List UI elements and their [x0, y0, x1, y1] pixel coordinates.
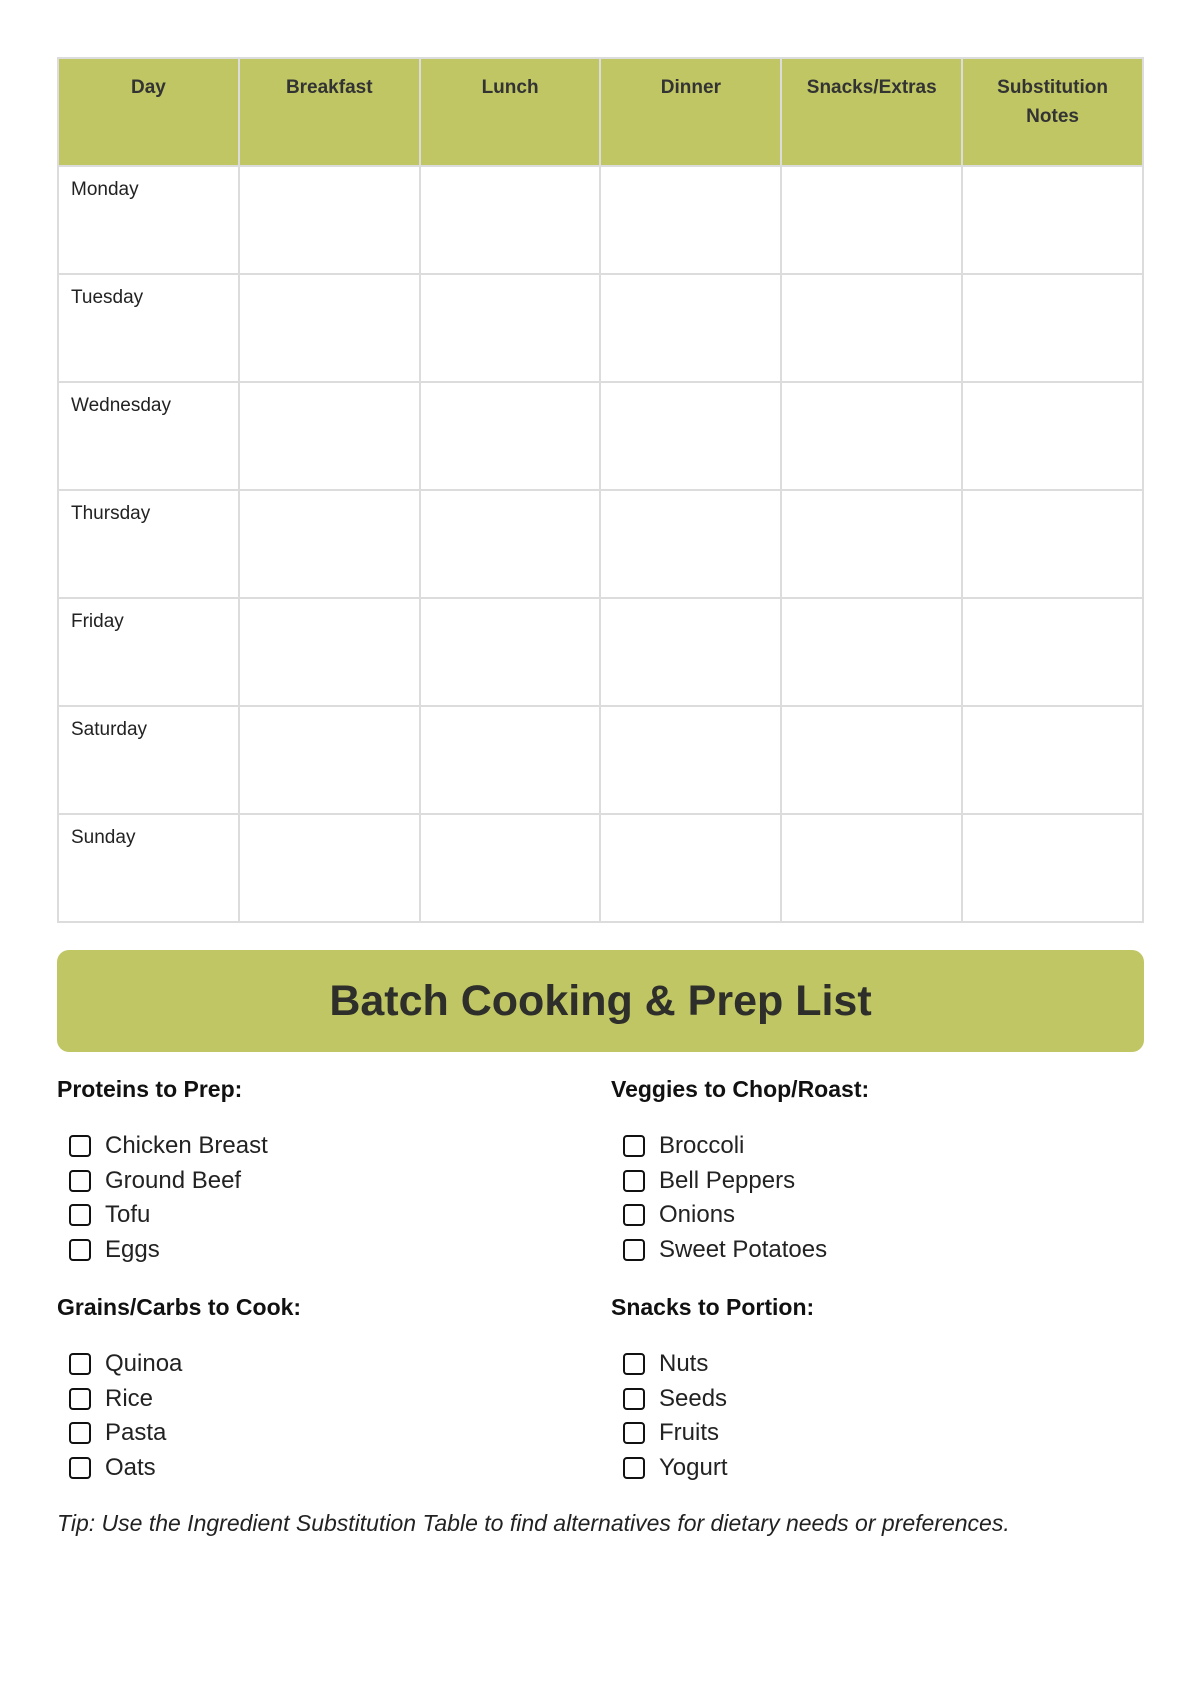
item-label: Fruits — [659, 1419, 719, 1447]
checklist-item[interactable] — [611, 1233, 1111, 1268]
item-label: Oats — [105, 1453, 156, 1481]
column-header: Snacks/Extras — [781, 58, 962, 166]
tip-text: Tip: Use the Ingredient Substitution Table to find alternatives for dietary needs or preferences. — [57, 1510, 1010, 1536]
checklist-item[interactable] — [611, 1416, 1111, 1451]
checklist-item[interactable] — [57, 1416, 557, 1451]
checklist-item[interactable] — [611, 1451, 1111, 1486]
checklist-item[interactable] — [57, 1233, 557, 1268]
meal-cell[interactable] — [781, 814, 962, 922]
checklist-item[interactable] — [611, 1129, 1111, 1164]
checkbox-icon[interactable] — [69, 1422, 91, 1444]
meal-cell[interactable] — [600, 490, 781, 598]
meal-cell[interactable] — [239, 706, 420, 814]
meal-cell[interactable] — [420, 490, 601, 598]
checkbox-icon[interactable] — [623, 1422, 645, 1444]
item-label: Pasta — [105, 1419, 167, 1447]
table-row — [58, 598, 1143, 706]
table-row — [58, 706, 1143, 814]
day-cell: Thursday — [58, 490, 239, 598]
meal-cell[interactable] — [962, 490, 1143, 598]
meal-cell[interactable] — [962, 382, 1143, 490]
meal-cell[interactable] — [239, 814, 420, 922]
checklist-section — [611, 1076, 1111, 1267]
checkbox-icon[interactable] — [69, 1353, 91, 1375]
item-label: Rice — [105, 1384, 154, 1412]
checklist-item[interactable] — [611, 1382, 1111, 1417]
meal-cell[interactable] — [600, 706, 781, 814]
meal-cell[interactable] — [239, 490, 420, 598]
column-header: Lunch — [420, 58, 601, 166]
meal-cell[interactable] — [600, 814, 781, 922]
column-header: Breakfast — [239, 58, 420, 166]
table-row — [58, 814, 1143, 922]
checklist-section — [57, 1076, 557, 1267]
checklist-item[interactable] — [57, 1347, 557, 1382]
checkbox-icon[interactable] — [623, 1204, 645, 1226]
meal-cell[interactable] — [600, 598, 781, 706]
item-label: Sweet Potatoes — [659, 1235, 828, 1263]
checkbox-icon[interactable] — [623, 1353, 645, 1375]
item-label: Broccoli — [659, 1132, 745, 1160]
meal-cell[interactable] — [962, 814, 1143, 922]
meal-cell[interactable] — [239, 274, 420, 382]
day-cell: Saturday — [58, 706, 239, 814]
checkbox-icon[interactable] — [623, 1170, 645, 1192]
meal-cell[interactable] — [962, 706, 1143, 814]
item-label: Seeds — [659, 1384, 728, 1412]
day-cell: Friday — [58, 598, 239, 706]
item-label: Chicken Breast — [105, 1132, 268, 1160]
meal-cell[interactable] — [420, 598, 601, 706]
meal-cell[interactable] — [600, 382, 781, 490]
meal-cell[interactable] — [781, 490, 962, 598]
checkbox-icon[interactable] — [69, 1457, 91, 1479]
checklist-section — [57, 1294, 557, 1485]
checklist-item[interactable] — [611, 1164, 1111, 1199]
day-cell: Sunday — [58, 814, 239, 922]
table-row — [58, 274, 1143, 382]
checkbox-icon[interactable] — [69, 1204, 91, 1226]
meal-cell[interactable] — [781, 598, 962, 706]
column-header: Substitution Notes — [962, 58, 1143, 166]
checklist-item[interactable] — [611, 1198, 1111, 1233]
meal-cell[interactable] — [420, 166, 601, 274]
meal-cell[interactable] — [420, 382, 601, 490]
section-heading: Veggies to Chop/Roast: — [611, 1076, 870, 1102]
day-cell: Wednesday — [58, 382, 239, 490]
item-label: Eggs — [105, 1235, 160, 1263]
item-label: Nuts — [659, 1350, 709, 1378]
table-row — [58, 490, 1143, 598]
day-cell: Tuesday — [58, 274, 239, 382]
meal-plan-table — [57, 57, 1144, 923]
meal-cell[interactable] — [239, 598, 420, 706]
checkbox-icon[interactable] — [69, 1388, 91, 1410]
checkbox-icon[interactable] — [69, 1135, 91, 1157]
meal-cell[interactable] — [781, 706, 962, 814]
meal-cell[interactable] — [420, 706, 601, 814]
checklist-item[interactable] — [57, 1129, 557, 1164]
item-label: Quinoa — [105, 1350, 183, 1378]
checklist-item[interactable] — [57, 1164, 557, 1199]
checkbox-icon[interactable] — [69, 1170, 91, 1192]
meal-cell[interactable] — [420, 274, 601, 382]
banner-title: Batch Cooking & Prep List — [329, 976, 872, 1025]
checkbox-icon[interactable] — [623, 1135, 645, 1157]
section-heading: Grains/Carbs to Cook: — [57, 1294, 302, 1320]
checkbox-icon[interactable] — [623, 1239, 645, 1261]
checklist-item[interactable] — [57, 1382, 557, 1417]
column-header: Day — [58, 58, 239, 166]
meal-cell[interactable] — [962, 598, 1143, 706]
checkbox-icon[interactable] — [623, 1388, 645, 1410]
item-label: Bell Peppers — [659, 1166, 796, 1194]
item-label: Onions — [659, 1201, 736, 1229]
table-row — [58, 382, 1143, 490]
meal-cell[interactable] — [600, 166, 781, 274]
section-heading: Proteins to Prep: — [57, 1076, 243, 1102]
meal-cell[interactable] — [781, 274, 962, 382]
meal-cell[interactable] — [781, 382, 962, 490]
day-cell: Monday — [58, 166, 239, 274]
checklist-item[interactable] — [57, 1198, 557, 1233]
section-heading: Snacks to Portion: — [611, 1294, 815, 1320]
meal-cell[interactable] — [420, 814, 601, 922]
section-banner — [57, 950, 1144, 1052]
meal-cell[interactable] — [781, 166, 962, 274]
meal-cell[interactable] — [239, 382, 420, 490]
meal-cell[interactable] — [600, 274, 781, 382]
meal-cell[interactable] — [962, 274, 1143, 382]
meal-cell[interactable] — [962, 166, 1143, 274]
checklist-item[interactable] — [611, 1347, 1111, 1382]
checkbox-icon[interactable] — [623, 1457, 645, 1479]
item-label: Ground Beef — [105, 1166, 242, 1194]
checklist-section — [611, 1294, 1111, 1485]
table-row — [58, 166, 1143, 274]
checklist-item[interactable] — [57, 1451, 557, 1486]
column-header: Dinner — [600, 58, 781, 166]
meal-cell[interactable] — [239, 166, 420, 274]
item-label: Tofu — [105, 1201, 151, 1229]
checkbox-icon[interactable] — [69, 1239, 91, 1261]
item-label: Yogurt — [659, 1453, 728, 1481]
